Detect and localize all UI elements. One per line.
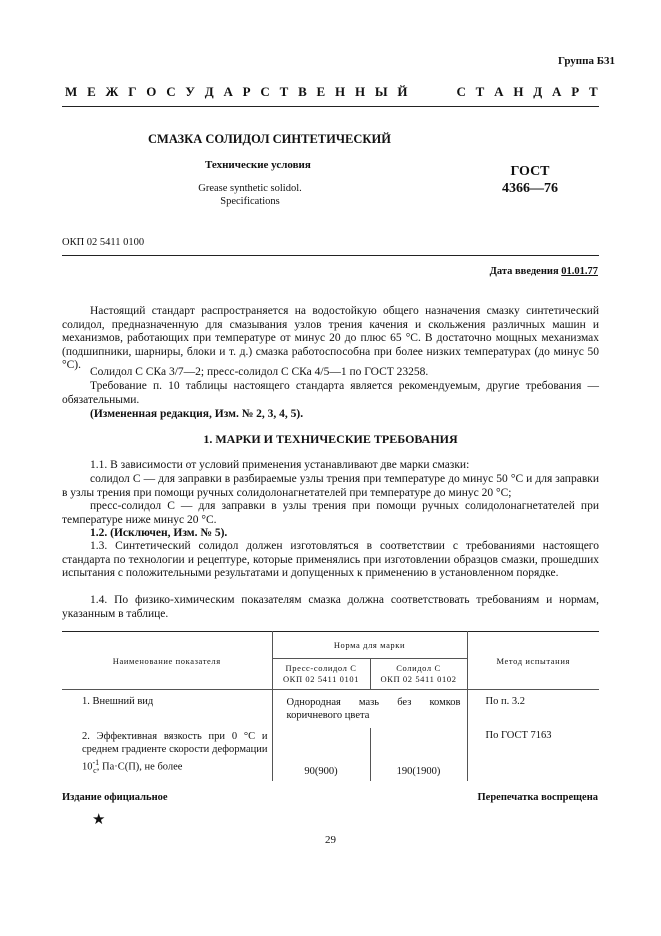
reprint-prohibited: Перепечатка воспрещена: [477, 792, 598, 803]
paragraph-amendment: (Измененная редакция, Изм. № 2, 3, 4, 5).: [90, 408, 304, 420]
row2-press-solidol: 90(900): [272, 728, 370, 781]
row1-method: По п. 3.2: [485, 696, 525, 707]
heading-letter: С: [260, 84, 270, 99]
clause-press-solidol: пресс-солидол С — для заправки в узлы трения при помощи ручных солидолонагнетателей при температуре ниже минус 20 °С.: [62, 500, 599, 526]
introduction-date-value: 01.01.77: [561, 266, 598, 277]
row2-name-part-1: 2. Эффективная вязкость при 0 °С и среднем градиенте скорости деформации 10: [82, 731, 268, 773]
heading-letter: Т: [279, 84, 289, 99]
paragraph-scope: Настоящий стандарт распространяется на водостойкую общего назначения смазку синтетический солидол, предназначенную для смазывания узлов трения качения и скольжения различных машин и механизмов, работающих при температуре от минус 20 до плюс 65 °С. В достаточно мощных механизмах (подшипники, шарниры, блоки и т. д.) смазка работоспособна при более низких температурах (до минус 50 °С).: [62, 305, 599, 371]
standard-type-heading: [65, 84, 598, 100]
heading-letter: С: [456, 84, 466, 99]
table-row: [62, 690, 599, 729]
heading-letter: Г: [128, 84, 137, 99]
section-heading: 1. МАРКИ И ТЕХНИЧЕСКИЕ ТРЕБОВАНИЯ: [203, 432, 458, 446]
heading-letter: [417, 84, 420, 100]
page-number: 29: [325, 834, 336, 846]
clause-1-1: 1.1. В зависимости от условий применения устанавливают две марки смазки:: [90, 459, 470, 471]
heading-letter: [430, 84, 433, 100]
heading-letter: Т: [475, 84, 485, 99]
english-title-line-2: Specifications: [220, 196, 280, 207]
heading-letter: Ж: [105, 84, 119, 99]
okp-divider: [62, 255, 599, 256]
header-solidol-name: Солидол С: [396, 663, 441, 673]
heading-letter: Д: [204, 84, 214, 99]
english-title: [190, 182, 310, 208]
heading-letter: А: [223, 84, 233, 99]
heading-letter: [443, 84, 446, 100]
header-solidol-okp: ОКП 02 5411 0102: [380, 674, 457, 684]
clause-solidol: солидол С — для заправки в разбираемые узлы трения при температуре до минус 50 °С и для заправки в узлы трения при помощи ручных солидолонагнетателей при температуре до минус 20 °С;: [62, 473, 599, 499]
introduction-date-label: Дата введения: [489, 266, 559, 277]
clause-1-3: 1.3. Синтетический солидол должен изготовляться в соответствии с требованиями настоящего стандарта по технологии и рецептуре, которые применялись при изготовлении образцов смазки, прошедших испытания с положительными результатами и допущенных к применению в установленном порядке.: [62, 540, 599, 579]
english-title-line-1: Grease synthetic solidol.: [198, 183, 302, 194]
paragraph-marks: Солидол С СКа 3/7—2; пресс-солидол С СКа 4/5—1 по ГОСТ 23258.: [90, 366, 429, 378]
spec-table: [62, 631, 599, 781]
gost-label: ГОСТ: [510, 164, 550, 179]
row2-solidol: 190(1900): [370, 728, 467, 781]
row1-name: 1. Внешний вид: [62, 690, 272, 729]
heading-letter: Ы: [374, 84, 388, 99]
heading-letter: Р: [571, 84, 580, 99]
heading-letter: Е: [87, 84, 96, 99]
row2-name: [62, 728, 272, 781]
heading-letter: А: [552, 84, 562, 99]
paragraph-requirements: Требование п. 10 таблицы настоящего стандарта является рекомендуемым, другие требования — обязательными.: [62, 380, 599, 406]
row1-value: Однородная мазь без комков коричневого цвета: [272, 690, 467, 729]
document-title: СМАЗКА СОЛИДОЛ СИНТЕТИЧЕСКИЙ: [148, 132, 391, 146]
okp-code: ОКП 02 5411 0100: [62, 237, 145, 248]
row2-name-part-2: , Па·С(П), не более: [96, 761, 183, 773]
clause-1-2: 1.2. (Исключен, Изм. № 5).: [90, 527, 228, 539]
header-press-solidol-name: Пресс-солидол С: [285, 663, 357, 673]
heading-letter: М: [65, 84, 78, 99]
heading-letter: Т: [588, 84, 598, 99]
gost-number: [500, 163, 560, 197]
gost-code: 4366—76: [502, 181, 558, 196]
top-divider: [62, 106, 599, 107]
header-norm: Норма для марки: [272, 632, 467, 659]
row2-unit-sub: c: [93, 765, 97, 775]
star-icon: ★: [92, 812, 106, 828]
header-method: Метод испытания: [496, 655, 570, 666]
introduction-date: [490, 266, 598, 277]
heading-letter: Й: [397, 84, 408, 99]
heading-letter: Е: [316, 84, 326, 99]
heading-letter: Д: [533, 84, 543, 99]
header-press-solidol: [272, 659, 370, 690]
heading-letter: Н: [335, 84, 346, 99]
group-code: Группа Б31: [558, 55, 615, 67]
header-indicator: Наименование показателя: [62, 632, 272, 690]
row2-exponent: -1: [92, 758, 100, 767]
heading-letter: У: [185, 84, 195, 99]
heading-letter: Н: [354, 84, 366, 99]
official-edition: Издание официальное: [62, 792, 168, 803]
heading-letter: В: [298, 84, 307, 99]
heading-letter: С: [166, 84, 176, 99]
document-subtitle: Технические условия: [205, 159, 311, 171]
heading-letter: Н: [513, 84, 524, 99]
heading-letter: А: [494, 84, 504, 99]
header-press-solidol-okp: ОКП 02 5411 0101: [282, 674, 360, 684]
row2-method: По ГОСТ 7163: [485, 730, 552, 741]
header-solidol: [370, 659, 467, 690]
heading-letter: О: [146, 84, 157, 99]
heading-letter: Р: [242, 84, 251, 99]
table-row: [62, 728, 599, 781]
clause-1-4: 1.4. По физико-химическим показателям смазка должна соответствовать требованиям и нормам, указанным в таблице.: [62, 594, 599, 620]
